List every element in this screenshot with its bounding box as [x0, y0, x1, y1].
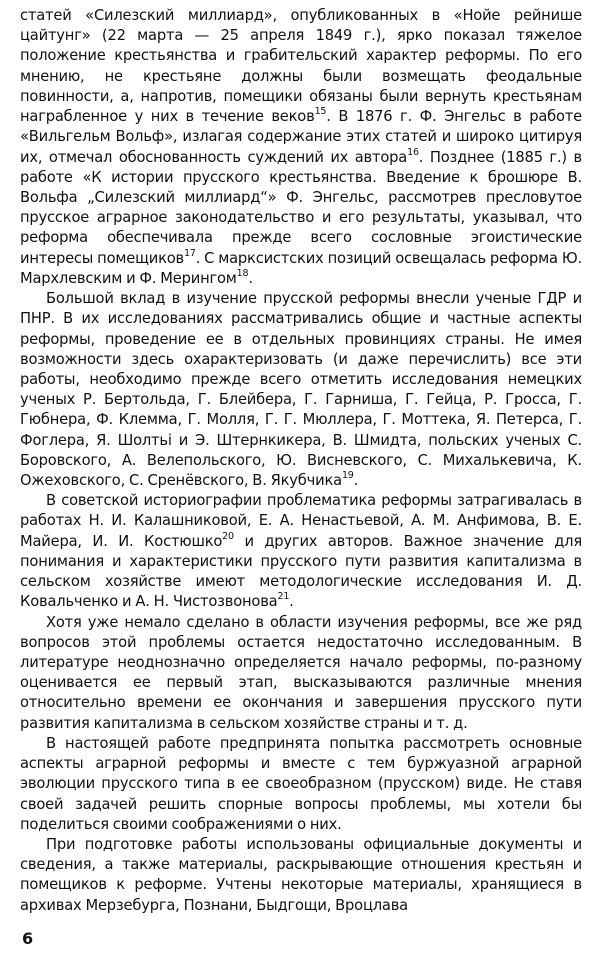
page-number: 6 [22, 929, 34, 948]
footnote-ref-15: 15 [314, 106, 327, 118]
footnote-ref-18: 18 [236, 267, 249, 279]
paragraph-6 [20, 835, 582, 916]
paragraph-1-text: статей «Силезский миллиард», опубликованных в «Нойе рейнише цайтунг» (22 марта — 25 апреля 1849 г.), ярко показал тяжелое положение крестьянства и грабительский характер реформы. По его мнению, не крестьяне должны были возмещать феодальные повинности, а, напротив, помещики обязаны были вернуть крестьянам награбленное у них в течение веков [20, 7, 582, 126]
paragraph-2-text-2: . [353, 472, 359, 490]
paragraph-5-text: В настоящей работе предпринята попытка рассмотреть основные аспекты аграрной реформы и вместе с тем буржуазной аграрной эволюции прусского типа в ее своеобразном (прусском) виде. Не ставя своей задачей решить спорные вопросы проблемы, мы хотели бы поделиться своими соображениями о них. [20, 734, 582, 833]
paragraph-5 [20, 734, 582, 835]
paragraph-3-text: В советской историографии проблематика реформы затрагивалась в работах Н. И. Калашниковой, Е. А. Ненастьевой, А. М. Анфимова, В. Е. Майера, И. И. Костюшко [20, 492, 582, 550]
paragraph-1-text-5: . [248, 269, 253, 287]
paragraph-4-text: Хотя уже немало сделано в области изучения реформы, все же ряд вопросов этой проблемы остается недостаточно исследованным. В литературе неоднозначно определяется начало реформы, по-разному оценивается ее первый этап, высказываются различные мнения относительно времени ее окончания и завершения прусского пути развития капитализма в сельском хозяйстве страны и т. д. [20, 613, 582, 732]
paragraph-1-text-2: . В 1876 г. Ф. Энгельс в работе «Вильгельм Вольф», излагая содержание этих статей и широко цитируя их, отмечал обоснованность суждений их автора [20, 108, 582, 166]
paragraph-2 [20, 289, 582, 491]
paragraph-3 [20, 491, 582, 612]
paragraph-6-text: При подготовке работы использованы официальные документы и сведения, а также материалы, раскрывающие отношения крестьян и помещиков к реформе. Учтены некоторые материалы, хранящиеся в архивах Мерзебурга, Познани, Быдгощи, Вроцлава [20, 835, 582, 914]
paragraph-4 [20, 613, 582, 734]
paragraph-2-text: Большой вклад в изучение прусской реформы внесли ученые ГДР и ПНР. В их исследованиях рассматривались общие и частные аспекты реформы, проведение ее в отдельных провинциях страны. Не имея возможности здесь охарактеризовать (и даже перечислить) все эти работы, необходимо прежде всего отметить исследования немецких ученых Р. Бертольда, Г. Блейбера, Г. Гарниша, Г. Гейца, Р. Гросса, Г. Гюбнера, Ф. Клемма, Г. Молля, Г. Г. Мюллера, Г. Моттека, Я. Петерса, Г. Фоглера, Я. Шолтьі и Э. Штернкикера, В. Шмидта, польских ученых С. Боровского, А. Велепольского, Ю. Висневского, С. Михалькевича, К. Ожеховского, С. Сренёвского, В. Якубчика [20, 290, 582, 490]
footnote-ref-21: 21 [277, 591, 290, 603]
footnote-ref-17: 17 [183, 247, 196, 259]
paragraph-3-text-2: и других авторов. Важное значение для понимания и характеристики прусского пути развития капитализма в сельском хозяйстве имеют методологические исследования И. Д. Ковальченко и А. Н. Чистозвонова [20, 532, 582, 611]
page-body [20, 6, 582, 916]
paragraph-1-text-3: . Позднее (1885 г.) в работе «К истории прусского крестьянства. Введение к брошюре В. Вольфа „Силезский миллиард“» Ф. Энгельс, рассмотрев пресловутое прусское аграрное законодательство и его результаты, указывал, что реформа обеспечивала прежде всего сословные эгоистические интересы помещиков [20, 148, 582, 267]
paragraph-1-text-4: . С марксистских позиций освещалась реформа Ю. Мархлевским и Ф. Мерингом [20, 249, 582, 287]
paragraph-3-text-3: . [289, 593, 294, 611]
footnote-ref-19: 19 [341, 470, 354, 482]
footnote-ref-16: 16 [407, 146, 419, 158]
footnote-ref-20: 20 [222, 530, 234, 542]
paragraph-1 [20, 6, 582, 289]
